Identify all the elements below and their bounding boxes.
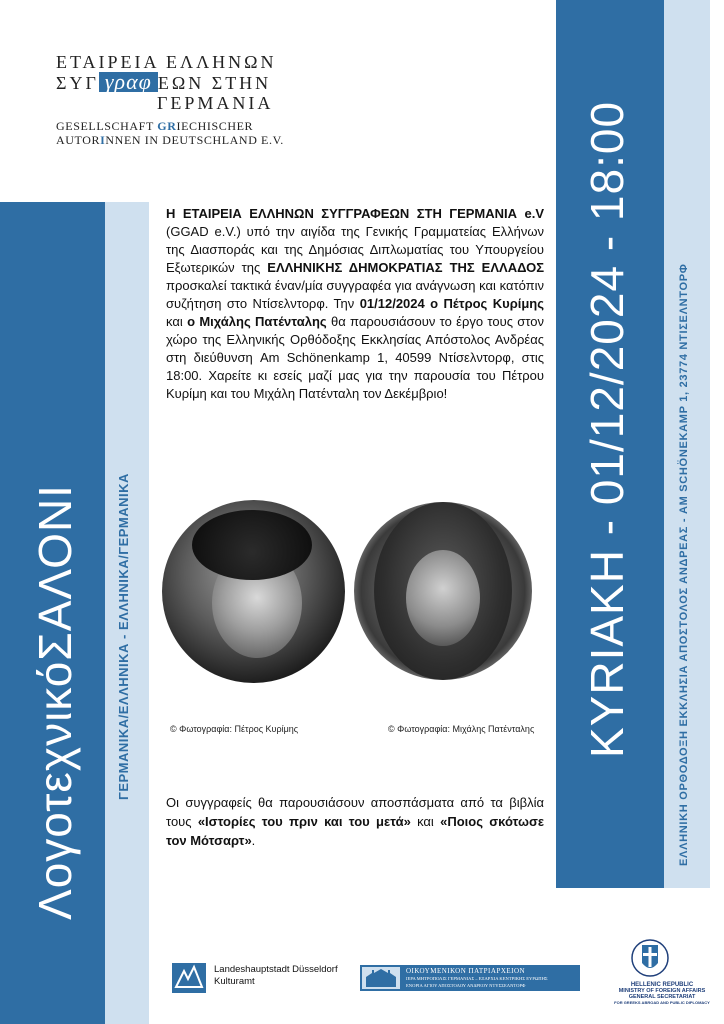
duesseldorf-line-1: Landeshauptstadt Düsseldorf — [214, 964, 338, 975]
org-name: Η ΕΤΑΙΡΕΙΑ ΕΛΛΗΝΩΝ ΣΥΓΓΡΑΦΕΩΝ ΣΤΗ ΓΕΡΜΑΝΙΑ e.V — [166, 206, 544, 221]
author-photo-patentalis — [354, 502, 532, 680]
photo-caption-patentalis: © Φωτογραφία: Μιχάλης Πατένταλης — [388, 724, 535, 734]
patriarchate-logo — [360, 965, 580, 991]
excerpts-text-1: Οι συγγραφείς θα παρουσιάσουν αποσπάσματα από τα βιβλία τους — [166, 795, 544, 829]
church-icon — [362, 967, 400, 989]
author2-name: ο Μιχάλης Πατένταλης — [187, 314, 327, 329]
country-name: ΕΛΛΗΝΙΚΗΣ ΔΗΜΟΚΡΑΤΙΑΣ ΤΗΣ ΕΛΛΑΔΟΣ — [267, 260, 544, 275]
event-date-time: ΚΥRΙΑΚΗ - 01/12/2024 - 18:00 — [581, 100, 633, 758]
intro-text-1: (GGAD e.V.) υπό την αιγίδα της Γενικής Γραμματείας Ελλήνων της Διασποράς και της Δημόσιας Διπλωματίας του Υπουργείου Εξωτερικών της — [166, 224, 544, 275]
ggad-logo — [56, 52, 296, 152]
logo-line-2-pre: ΣΥΓ — [56, 73, 99, 93]
patriarchate-line-2: ΙΕΡΑ ΜΗΤΡΟΠΟΛΙΣ ΓΕΡΜΑΝΙΑΣ – ΕΞΑΡΧΙΑ ΚΕΝΤΡΙΚΗΣ ΕΥΡΩΠΗΣ — [406, 976, 548, 981]
intro-text-4: θα παρουσιάσουν το έργο τους στον χώρο της Ελληνικής Ορθόδοξης Εκκλησίας Απόστολος Ανδρέας στη διεύθυνση Am Schönenkamp 1, 40599 Ντίσελντορφ, στις 18:00. Χαρείτε κι εσείς μαζί μας για την παρουσία του Πέτρου Κυρίμη και του Μιχάλη Πατένταλη τον Δεκέμβριο! — [166, 314, 544, 401]
logo-de-1-highlight: GR — [157, 119, 177, 133]
logo-de-2-highlight: I — [100, 133, 106, 147]
excerpts-paragraph — [166, 793, 544, 850]
book-title-1: «Ιστορίες του πριν και του μετά» — [197, 814, 411, 829]
left-divider — [149, 202, 154, 1024]
duesseldorf-logo-icon — [172, 963, 206, 993]
ministry-line-3: GENERAL SECRETARIAT — [628, 994, 696, 1000]
photo-caption-kyrimis: © Φωτογραφία: Πέτρος Κυρίμης — [170, 724, 299, 734]
logo-graf-mark: γραφ — [99, 72, 158, 92]
ministry-line-4: FOR GREEKS ABROAD AND PUBLIC DIPLOMACY — [614, 1000, 710, 1005]
event-date-author1: 01/12/2024 ο Πέτρος Κυρίμης — [359, 296, 545, 311]
logo-line-2-post: ΕΩΝ ΣΤΗΝ — [157, 73, 272, 93]
logo-de-2a: AUTOR — [56, 133, 101, 147]
ministry-line-2: MINISTRY OF FOREIGN AFFAIRS — [618, 988, 706, 994]
logo-line-1: ΕΤΑΙΡΕΙΑ ΕΛΛΗΝΩΝ — [56, 52, 277, 72]
intro-text-2: προσκαλεί τακτικά έναν/μία συγγραφέα για ανάγνωση και κατόπιν συζήτηση στο Ντίσελντορφ. Την — [166, 278, 544, 311]
intro-text-3: και — [166, 314, 188, 329]
logo-de-1b: IECHISCHER — [176, 119, 254, 133]
literary-salon-title: ΛογοτεχνικόΣΑΛΟΝΙ — [29, 484, 81, 920]
logo-de-1a: GESELLSCHAFT — [56, 119, 158, 133]
ministry-label — [612, 982, 712, 1006]
duesseldorf-kulturamt — [214, 964, 338, 988]
greek-crest-icon — [630, 935, 670, 981]
author-photo-kyrimis — [162, 500, 345, 683]
excerpts-text-2: και — [410, 814, 441, 829]
languages-label: ΓΕΡΜΑΝΙΚΑ/ΕΛΛΗΝΙΚΑ - ΕΛΛΗΝΙΚΑ/ΓΕΡΜΑΝΙΚΑ — [116, 473, 131, 800]
intro-paragraph — [166, 205, 544, 403]
duesseldorf-line-2: Kulturamt — [214, 976, 255, 987]
logo-line-2 — [56, 69, 296, 94]
book-title-2: «Ποιος σκότωσε τον Μότσαρτ» — [166, 814, 545, 848]
event-address: ΕΛΛΗΝΙΚΗ ΟΡΘΟΔΟΞΗ ΕΚΚΛΗΣΙΑ ΑΠΟΣΤΟΛΟΣ ΑΝΔΡΕΑΣ - AM SCHÖNEKAMP 1, 23774 ΝΤΙΣΕΛΝΤΟΡΦ — [678, 263, 690, 866]
logo-german-line-2 — [56, 133, 296, 147]
patriarchate-line-3: ΕΝΟΡΙΑ ΑΓΙΟΥ ΑΠΟΣΤΟΛΟΥ ΑΝΔΡΕΟΥ ΝΤΥΣΣΕΛΝΤΟΡΦ — [406, 983, 526, 988]
logo-de-2b: NNEN IN DEUTSCHLAND E.V. — [105, 133, 284, 147]
ministry-line-1: HELLENIC REPUBLIC — [630, 982, 694, 988]
logo-german-line-1 — [56, 119, 296, 133]
patriarchate-line-1: ΟΙΚΟΥΜΕΝΙΚΟΝ ΠΑΤΡΙΑΡΧΕΙΟΝ — [406, 967, 526, 975]
excerpts-text-3: . — [251, 833, 256, 848]
logo-line-3: ΓΕΡΜΑΝΙΑ — [157, 93, 274, 113]
